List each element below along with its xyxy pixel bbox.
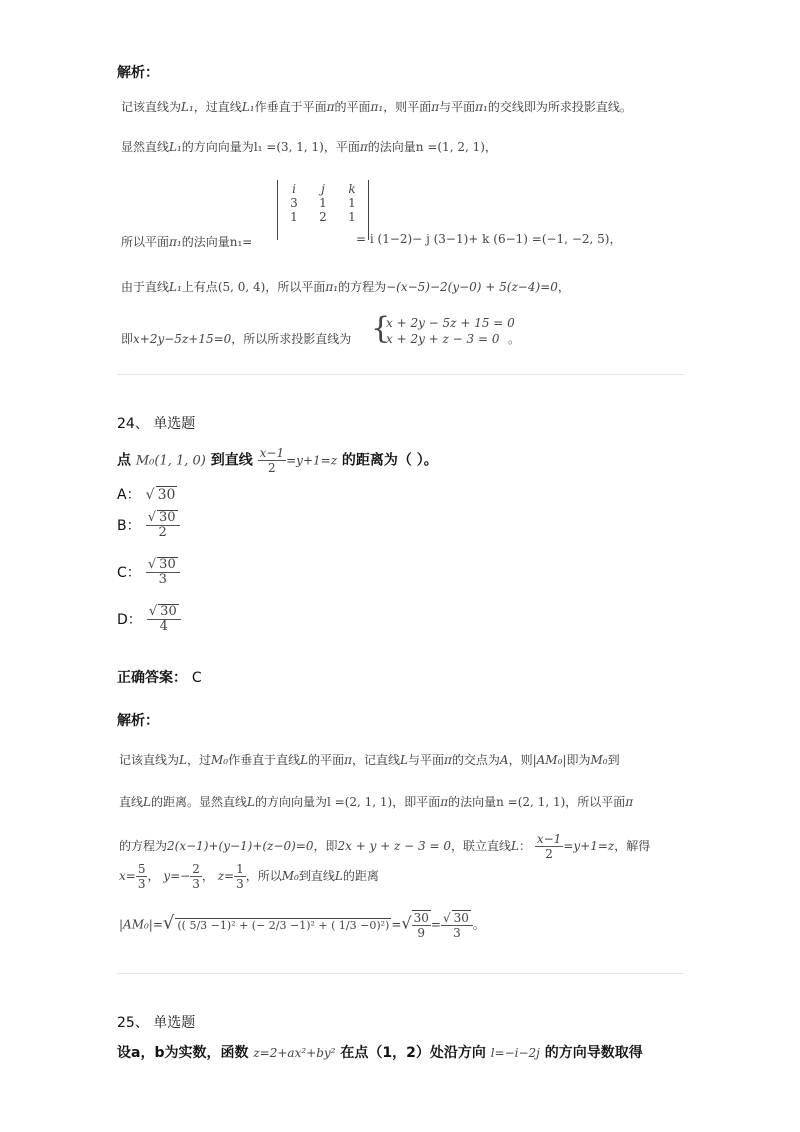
option-c[interactable]: C： $\frac{√ 30}{3}$: [117, 557, 180, 587]
analysis-line: 的方程为2(x−1)+(y−1)+(z−0)=0，即2x + y + z − 3 = 0，联立直线L： $\frac{x-1}{2}$ =y+1=z，解得: [119, 832, 651, 861]
distance-formula: |AM₀|=√ (( 5/3 −1)² + (− 2/3 −1)² + ( 1/3 −0)²) =√ $\frac{30}{9}$ = $\frac{√ 30}{3}$ 。: [119, 911, 485, 940]
analysis-line: 记该直线为L₁，过直线L₁作垂直于平面π的平面π₁，则平面π与平面π₁的交线即为所求投影直线。: [121, 100, 632, 114]
analysis-line: 直线L的距离。显然直线L的方向向量为l =(2, 1, 1)，即平面π的法向量n =(2, 1, 1)，所以平面π: [119, 795, 634, 809]
question-stem-25: 设a，b为实数，函数 z=2+ax²+by² 在点（1，2）处沿方向 l=−i−2j 的方向导数取得: [117, 1045, 643, 1061]
analysis-line: 记该直线为L，过M₀作垂直于直线L的平面π，记直线L与平面π的交点为A，则|AM₀|即为M₀到: [119, 753, 620, 767]
option-b[interactable]: B： $\frac{√ 30}{2}$: [117, 510, 180, 540]
question-stem-24: 点 M₀(1, 1, 0) 到直线 $\frac{x-1}{2}$ =y+1=z 的距离为（ ）。: [117, 446, 438, 475]
system-equation-2: x + 2y + z − 3 = 0: [386, 332, 500, 346]
analysis-line: 即x+2y−5z+15=0，所以所求投影直线为: [121, 332, 352, 346]
analysis-line: 由于直线L₁上有点(5, 0, 4)，所以平面π₁的方程为−(x−5)−2(y−0) + 5(z−4)=0，: [121, 280, 570, 294]
analysis-line: 显然直线L₁的方向向量为l₁ =(3, 1, 1)，平面π的法向量n =(1, 2, 1)，: [121, 140, 497, 154]
correct-answer: 正确答案： C: [117, 670, 202, 686]
analysis-line: 所以平面π₁的法向量n₁=: [121, 235, 253, 249]
divider: [117, 374, 684, 375]
analysis-line: = i (1−2)− j (3−1)+ k (6−1) =(−1, −2, 5)，: [356, 232, 622, 246]
determinant-matrix: i j k 3 1 1 1 2 1: [277, 180, 369, 240]
divider: [117, 973, 684, 974]
analysis-heading: 解析：: [117, 713, 159, 729]
option-d[interactable]: D： $\frac{√ 30}{4}$: [117, 604, 181, 634]
system-brace: {: [371, 311, 391, 346]
system-equation-1: x + 2y − 5z + 15 = 0: [386, 316, 515, 330]
period: 。: [508, 332, 521, 346]
analysis-line: x= $\frac{5}{3}$ ， y=− $\frac{2}{3}$ ， z= $\frac{1}{3}$ ，所以M₀到直线L的距离: [119, 862, 379, 891]
question-number-24: 24、 单选题: [117, 416, 196, 432]
analysis-heading: 解析：: [117, 65, 159, 81]
question-number-25: 25、 单选题: [117, 1015, 196, 1031]
option-a[interactable]: A： √ 30: [117, 487, 176, 503]
